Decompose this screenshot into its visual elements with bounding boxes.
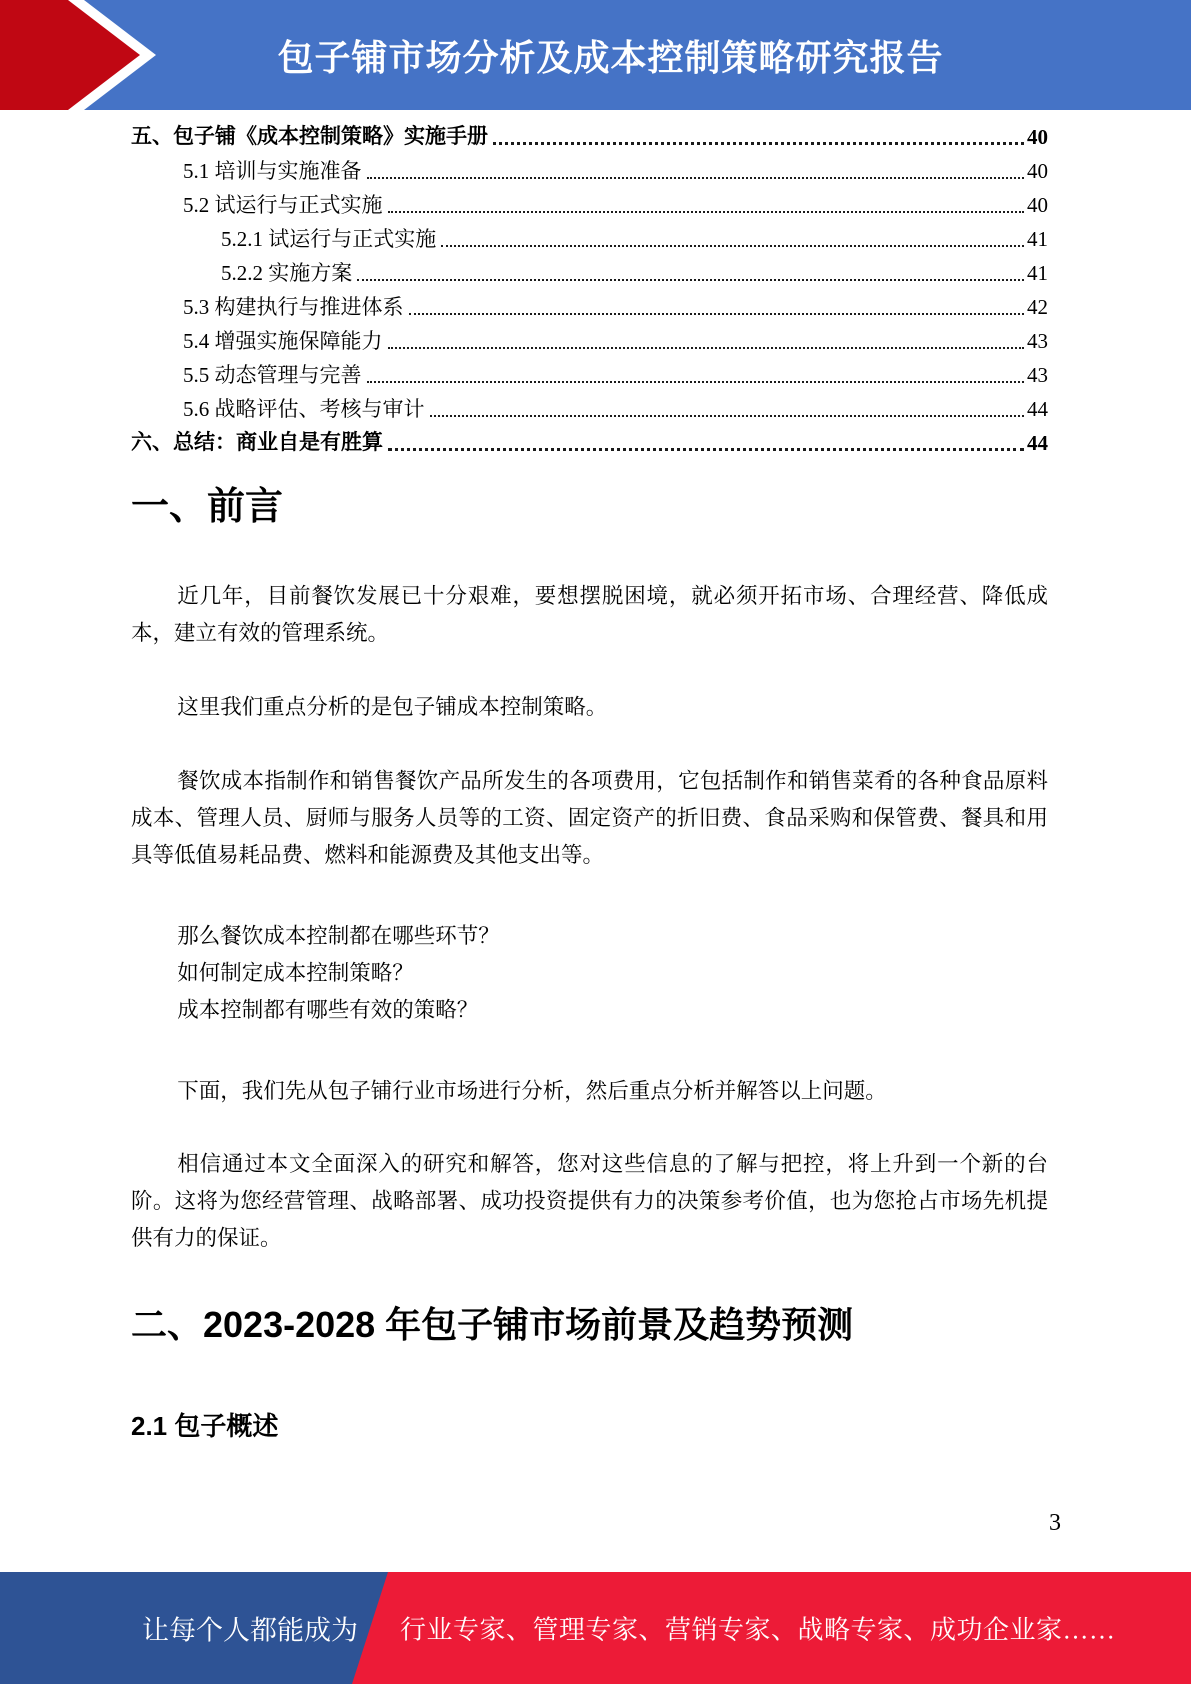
toc-page-number: 42 xyxy=(1027,295,1048,319)
toc-row[interactable] xyxy=(131,288,1048,322)
toc-dot-leader xyxy=(430,415,1025,417)
toc-entry-label: 5.2.2 实施方案 xyxy=(221,261,353,285)
toc-dot-leader xyxy=(367,381,1025,383)
toc-dot-leader xyxy=(493,142,1024,145)
toc-entry-label: 六、总结：商业自是有胜算 xyxy=(131,431,383,454)
section-heading-preface: 一、前言 xyxy=(131,486,284,528)
paragraph: 成本控制都有哪些有效的策略？ xyxy=(177,998,479,1022)
toc-row[interactable] xyxy=(131,152,1048,186)
toc-row[interactable] xyxy=(131,118,1048,152)
paragraph: 近几年，目前餐饮发展已十分艰难，要想摆脱困境，就必须开拓市场、合理经营、降低成本，建立有效的管理系统。 xyxy=(131,584,1048,645)
toc-dot-leader xyxy=(388,448,1024,451)
toc-dot-leader xyxy=(409,313,1025,315)
toc-page-number: 40 xyxy=(1027,125,1048,149)
document-body xyxy=(131,118,1048,1443)
page-title: 包子铺市场分析及成本控制策略研究报告 xyxy=(277,36,944,78)
table-of-contents xyxy=(131,118,1048,458)
toc-dot-leader xyxy=(357,279,1024,281)
paragraph: 餐饮成本指制作和销售餐饮产品所发生的各项费用，它包括制作和销售菜肴的各种食品原料成本、管理人员、厨师与服务人员等的工资、固定资产的折旧费、食品采购和保管费、餐具和用具等低值易耗品费、燃料和能源费及其他支出等。 xyxy=(131,769,1048,867)
paragraph: 这里我们重点分析的是包子铺成本控制策略。 xyxy=(177,695,608,719)
footer-slogan-left: 让每个人都能成为 xyxy=(142,1615,358,1646)
toc-row[interactable] xyxy=(131,390,1048,424)
toc-dot-leader xyxy=(441,245,1024,247)
footer-slogan-right: 行业专家、管理专家、营销专家、战略专家、成功企业家…… xyxy=(400,1615,1116,1645)
toc-dot-leader xyxy=(388,211,1025,213)
toc-dot-leader xyxy=(367,177,1025,179)
toc-row[interactable] xyxy=(131,220,1048,254)
paragraph: 那么餐饮成本控制都在哪些环节？ xyxy=(177,924,500,948)
toc-dot-leader xyxy=(388,347,1025,349)
toc-entry-label: 5.2.1 试运行与正式实施 xyxy=(221,227,437,251)
paragraph: 如何制定成本控制策略？ xyxy=(177,961,414,985)
paragraph: 相信通过本文全面深入的研究和解答，您对这些信息的了解与把控，将上升到一个新的台阶。这将为您经营管理、战略部署、成功投资提供有力的决策参考价值，也为您抢占市场先机提供有力的保证。 xyxy=(131,1152,1048,1250)
toc-row[interactable] xyxy=(131,322,1048,356)
page-number: 3 xyxy=(1049,1510,1061,1536)
toc-page-number: 40 xyxy=(1027,193,1048,217)
toc-page-number: 41 xyxy=(1027,227,1048,251)
toc-row[interactable] xyxy=(131,424,1048,458)
toc-entry-label: 5.4 增强实施保障能力 xyxy=(183,329,383,353)
header-banner xyxy=(0,0,1191,110)
footer-banner xyxy=(0,1572,1191,1684)
toc-entry-label: 5.6 战略评估、考核与审计 xyxy=(183,397,425,421)
toc-entry-label: 5.5 动态管理与完善 xyxy=(183,363,362,387)
toc-row[interactable] xyxy=(131,186,1048,220)
subsection-heading-baozi-overview: 2.1 包子概述 xyxy=(131,1411,279,1441)
section-heading-market-forecast: 二、2023-2028 年包子铺市场前景及趋势预测 xyxy=(131,1304,854,1345)
toc-entry-label: 5.1 培训与实施准备 xyxy=(183,159,362,183)
toc-page-number: 41 xyxy=(1027,261,1048,285)
toc-row[interactable] xyxy=(131,356,1048,390)
toc-entry-label: 五、包子铺《成本控制策略》实施手册 xyxy=(131,125,488,148)
toc-page-number: 43 xyxy=(1027,363,1048,387)
toc-page-number: 44 xyxy=(1027,431,1048,455)
toc-entry-label: 5.2 试运行与正式实施 xyxy=(183,193,383,217)
paragraph: 下面，我们先从包子铺行业市场进行分析，然后重点分析并解答以上问题。 xyxy=(177,1079,887,1103)
toc-row[interactable] xyxy=(131,254,1048,288)
toc-page-number: 40 xyxy=(1027,159,1048,183)
toc-page-number: 43 xyxy=(1027,329,1048,353)
toc-page-number: 44 xyxy=(1027,397,1048,421)
toc-entry-label: 5.3 构建执行与推进体系 xyxy=(183,295,404,319)
